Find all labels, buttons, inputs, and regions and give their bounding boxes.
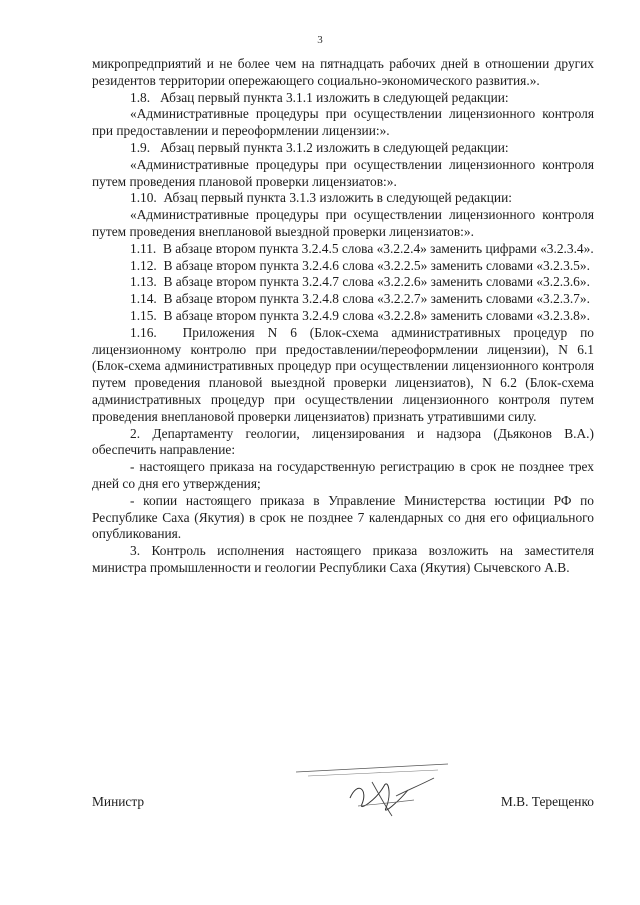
paragraph: 1.13. В абзаце втором пункта 3.2.4.7 слова «3.2.2.6» заменить словами «3.2.3.6». — [130, 274, 590, 290]
paragraph: 1.10. Абзац первый пункта 3.1.3 изложить в следующей редакции: — [130, 190, 512, 206]
paragraph: «Административные процедуры при осуществлении лицензионного контроля путем проведения плановой проверки лицензиатов:». — [92, 156, 594, 189]
signature-block — [92, 788, 594, 828]
paragraph: «Административные процедуры при осуществлении лицензионного контроля при предоставлении и переоформлении лицензии:». — [92, 106, 594, 139]
page-number: 3 — [317, 34, 323, 46]
paragraph: 3. Контроль исполнения настоящего приказа возложить на заместителя министра промышленности и геологии Республики Саха (Якутия) Сычевского А.В. — [92, 543, 594, 575]
paragraph: 1.12. В абзаце втором пункта 3.2.4.6 слова «3.2.2.5» заменить словами «3.2.3.5». — [130, 257, 590, 273]
paragraph: 1.9. Абзац первый пункта 3.1.2 изложить в следующей редакции: — [130, 139, 509, 155]
document-body — [92, 56, 594, 577]
paragraph: 1.11. В абзаце втором пункта 3.2.4.5 слова «3.2.2.4» заменить цифрами «3.2.3.4». — [130, 240, 594, 256]
paragraph: - копии настоящего приказа в Управление Министерства юстиции РФ по Республике Саха (Якутия) в срок не позднее 7 календарных со дня его официального опубликования. — [92, 492, 594, 542]
paragraph: микропредприятий и не более чем на пятнадцать рабочих дней в отношении других резидентов территории опережающего социально-экономического развития.». — [92, 56, 594, 88]
paragraph: - настоящего приказа на государственную регистрацию в срок не позднее трех дней со дня его утверждения; — [92, 459, 594, 491]
paragraph: 2. Департаменту геологии, лицензирования и надзора (Дьяконов В.А.) обеспечить направление: — [92, 425, 594, 458]
paragraph: 1.8. Абзац первый пункта 3.1.1 изложить в следующей редакции: — [130, 89, 509, 105]
paragraph: 1.16. Приложения N 6 (Блок-схема административных процедур по лицензионному контролю при предоставлении/переоформлении лицензии), N 6.1 (Блок-схема административных процедур при осуществлении лицензионного контроля путем проведения плановой выездной проверки лицензиатов), N 6.2 (Блок-схема административных процедур при осуществлении лицензионного контроля путем проведения внеплановой проверки лицензиатов) признать утратившими силу. — [92, 324, 594, 424]
handwritten-signature — [288, 760, 458, 820]
signatory-title: Министр — [92, 794, 145, 809]
paragraph: «Административные процедуры при осуществлении лицензионного контроля путем проведения внеплановой выездной проверки лицензиатов:». — [92, 207, 594, 239]
paragraph: 1.15. В абзаце втором пункта 3.2.4.9 слова «3.2.2.8» заменить словами «3.2.3.8». — [130, 307, 590, 323]
signatory-name: М.В. Терещенко — [500, 794, 594, 809]
paragraph: 1.14. В абзаце втором пункта 3.2.4.8 слова «3.2.2.7» заменить словами «3.2.3.7». — [130, 291, 590, 307]
